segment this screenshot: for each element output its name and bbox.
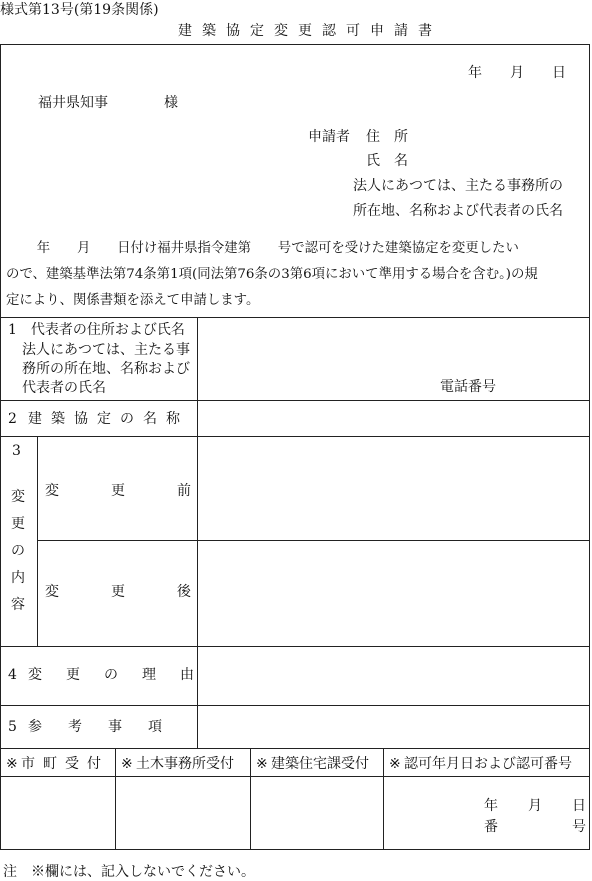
body-line-1: 年 月 日付け福井県指令建第 号で認可を受けた建築協定を変更したい [10, 241, 519, 256]
section5-label: 参考事項 [28, 719, 188, 735]
section4-num: 4 [8, 667, 17, 683]
form-title: 建築協定変更認可申請書 [178, 23, 442, 39]
reception-mark: ※ [389, 756, 401, 772]
grid-line [0, 776, 590, 777]
corporate-note-2: 所在地、名称および代表者の氏名 [353, 203, 563, 219]
phone-label: 電話番号 [440, 379, 496, 395]
grid-line [197, 317, 198, 748]
section3-num: 3 [12, 443, 21, 459]
grid-line [37, 436, 38, 646]
grid-line [37, 540, 590, 541]
grid-line [0, 748, 590, 749]
applicant-label: 申請者 [308, 129, 350, 145]
reception-mark: ※ [121, 756, 133, 772]
body-line-2: ので、建築基準法第74条第1項(同法第76条の3第6項において準用する場合を含む。)の規 [6, 267, 538, 282]
reception-city: 市町受付 [21, 756, 109, 772]
applicant-address-label: 住 所 [366, 129, 408, 145]
grid-line [0, 317, 590, 318]
section2-num: 2 [8, 411, 17, 427]
addressee: 福井県知事 様 [38, 95, 178, 111]
grid-line [115, 748, 116, 850]
section1-line-4: 代表者の氏名 [8, 380, 106, 396]
form-number: 様式第13号(第19条関係) [0, 2, 159, 18]
change-before-label: 変更前 [45, 483, 243, 499]
section1-line-1: 1 代表者の住所および氏名 [8, 322, 185, 338]
grid-line [0, 646, 590, 647]
section2-label: 建築協定の名称 [28, 411, 189, 427]
grid-line [0, 705, 590, 706]
reception-civil-office: 土木事務所受付 [136, 756, 234, 772]
grid-line [250, 748, 251, 850]
grid-line [0, 400, 590, 401]
approval-number-suffix: 号 [572, 819, 586, 835]
section1-line-3: 務所の所在地、名称および [8, 361, 190, 377]
approval-day: 日 [572, 798, 586, 814]
section4-label: 変更の理由 [28, 667, 218, 683]
section1-line-2: 法人にあつては、主たる事 [8, 342, 190, 358]
grid-line [0, 436, 590, 437]
reception-mark: ※ [6, 756, 18, 772]
date-line: 年 月 日 [468, 65, 566, 81]
approval-month: 月 [528, 798, 542, 814]
footnote: 注 ※欄には、記入しないでください。 [3, 864, 255, 880]
body-line-3: 定により、関係書類を添えて申請します。 [6, 293, 260, 308]
applicant-name-label: 氏 名 [366, 153, 408, 169]
approval-number-label: 番 [484, 819, 498, 835]
corporate-note-1: 法人にあつては、主たる事務所の [353, 178, 563, 194]
section3-vertical-label: 変更の内容 [11, 489, 25, 613]
approval-year: 年 [484, 798, 498, 814]
reception-approval: 認可年月日および認可番号 [404, 756, 572, 772]
section5-num: 5 [8, 719, 17, 735]
change-after-label: 変更後 [45, 584, 243, 600]
reception-building-housing: 建築住宅課受付 [271, 756, 369, 772]
grid-line [383, 748, 384, 850]
reception-mark: ※ [256, 756, 268, 772]
